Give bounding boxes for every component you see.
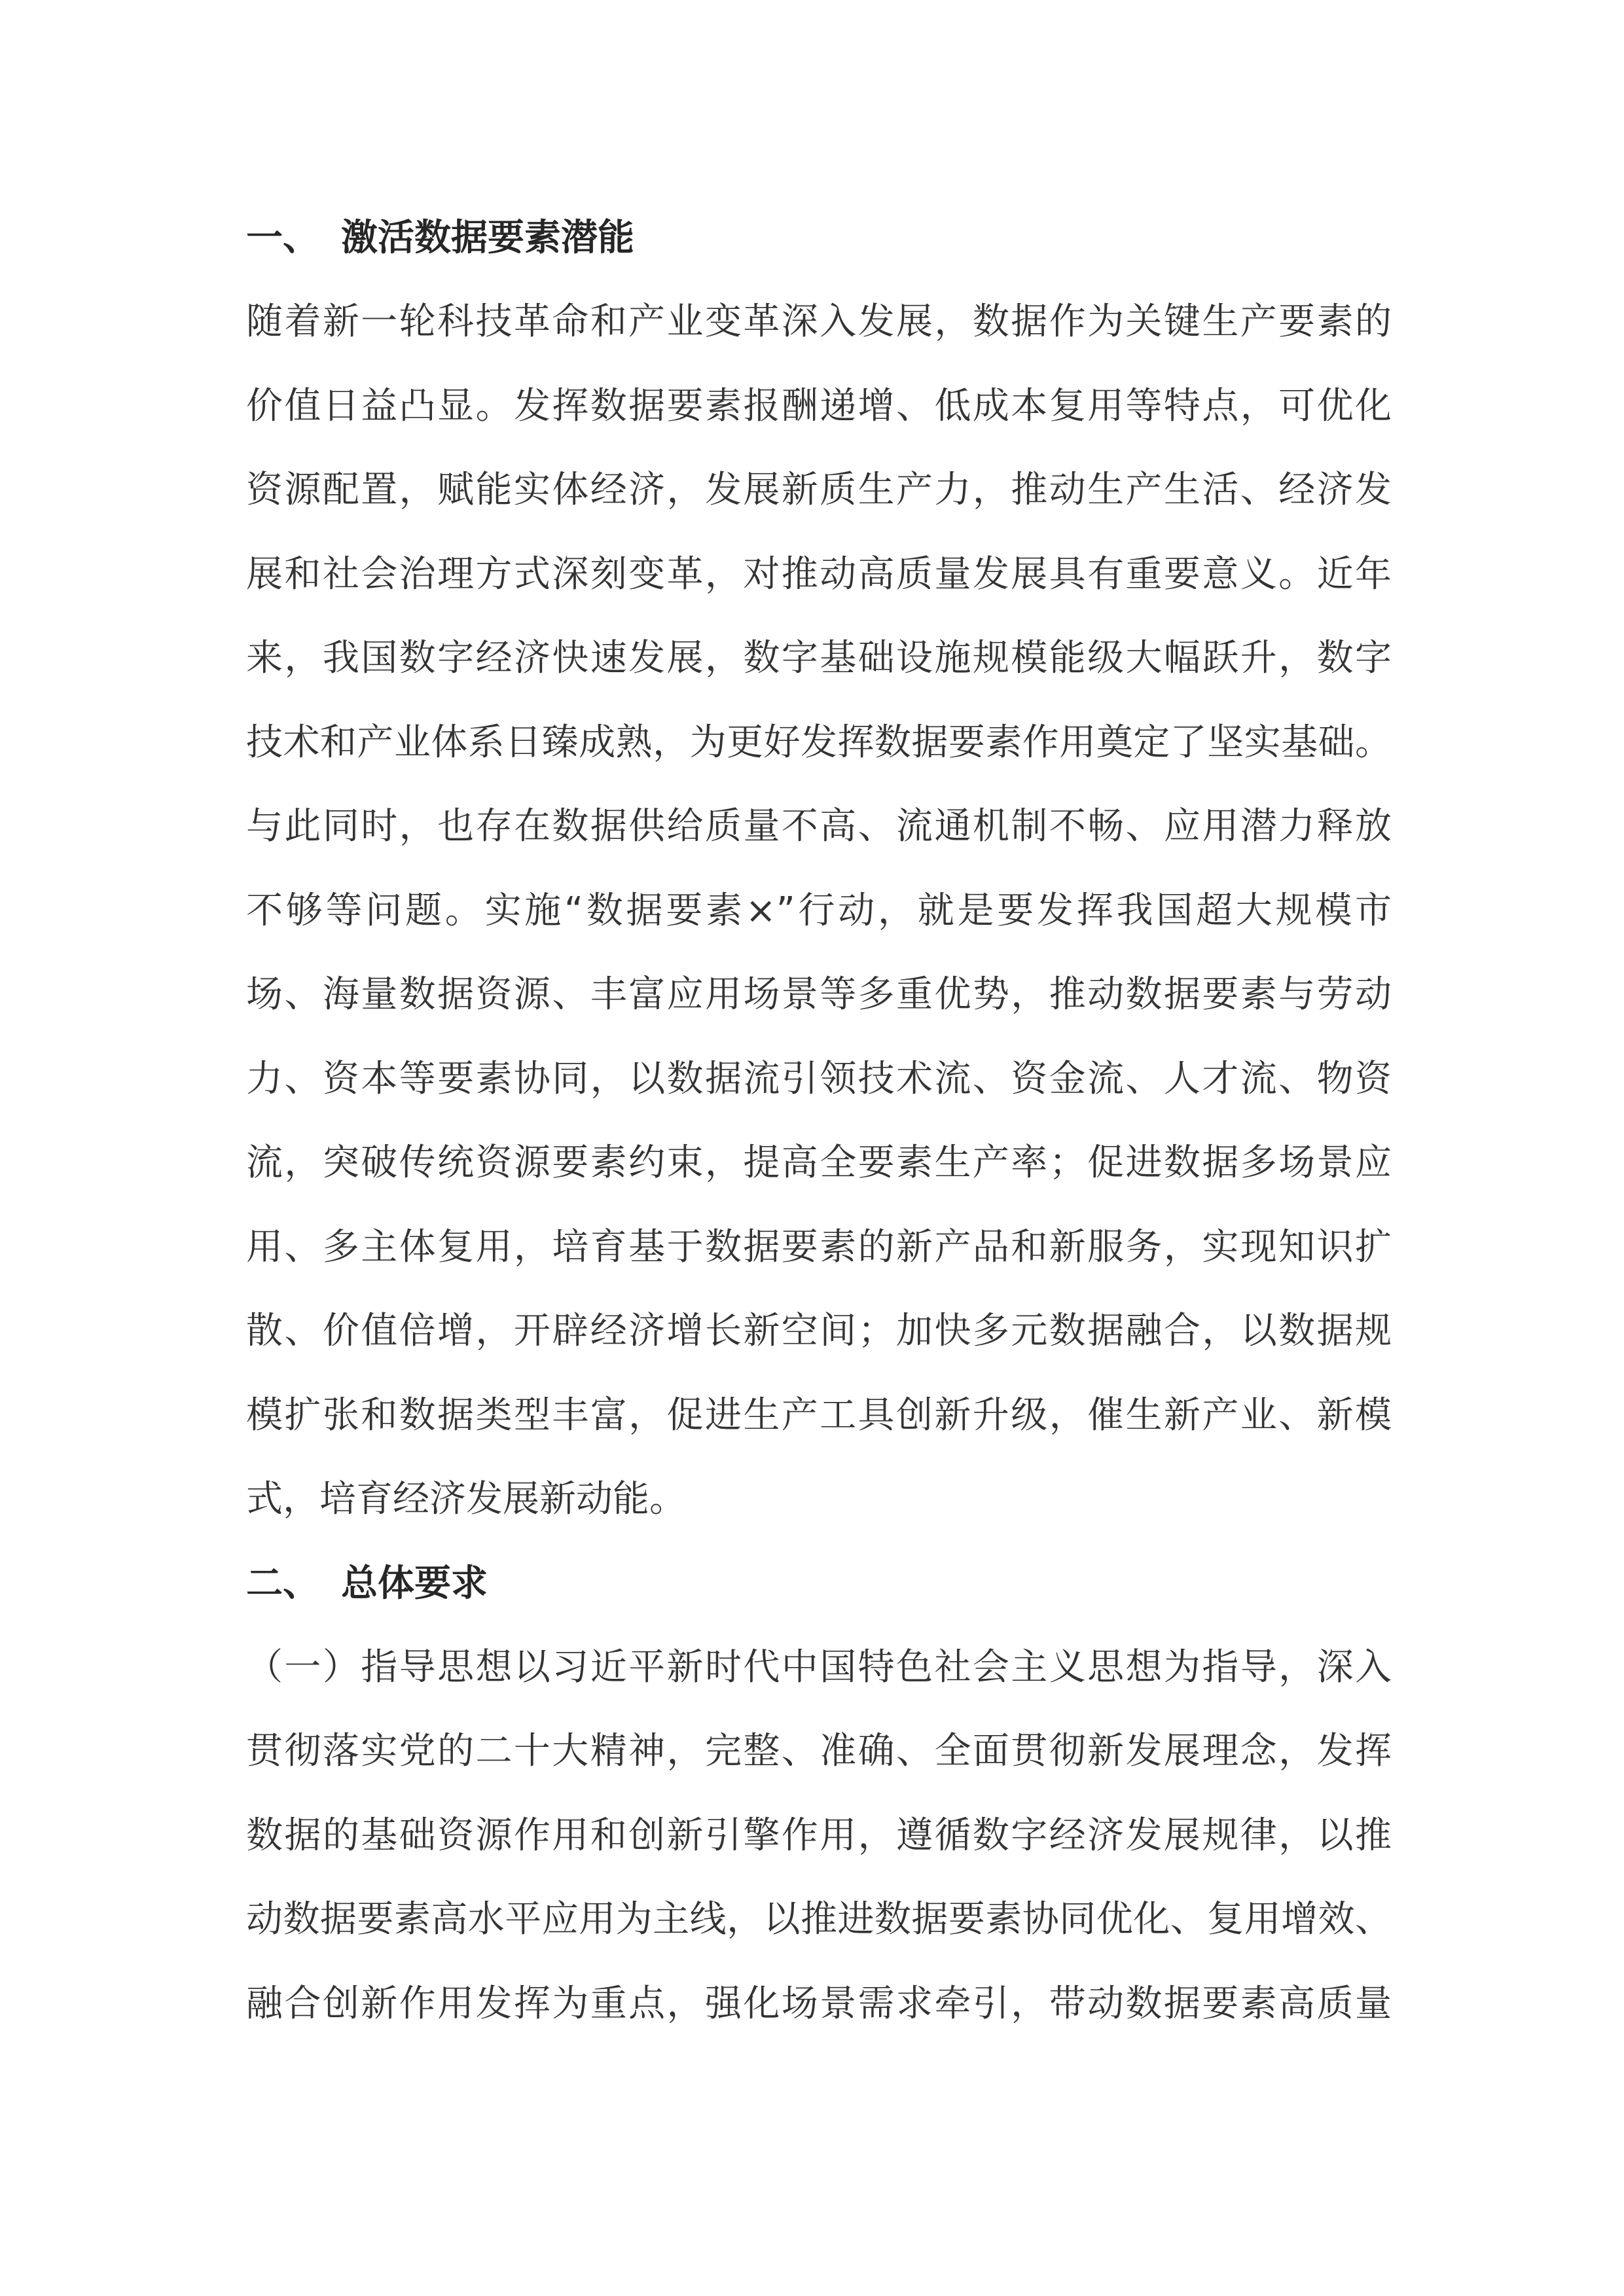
paragraph-line: 融合创新作用发挥为重点，强化场景需求牵引，带动数据要素高质量 — [246, 1982, 1392, 2025]
paragraph-line: 散、价值倍增，开辟经济增长新空间；加快多元数据融合，以数据规 — [246, 1310, 1392, 1352]
paragraph-line: 动数据要素高水平应用为主线，以推进数据要素协同优化、复用增效、 — [246, 1898, 1392, 1941]
paragraph-line: 式，培育经济发展新动能。 — [246, 1478, 686, 1520]
section-title: 总体要求 — [341, 1562, 488, 1605]
paragraph-line: 技术和产业体系日臻成熟，为更好发挥数据要素作用奠定了坚实基础。 — [246, 721, 1392, 764]
paragraph-line: 价值日益凸显。发挥数据要素报酬递增、低成本复用等特点，可优化 — [246, 384, 1392, 427]
paragraph-line: 数据的基础资源作用和创新引擎作用，遵循数字经济发展规律，以推 — [246, 1814, 1392, 1857]
paragraph-line: 模扩张和数据类型丰富，促进生产工具创新升级，催生新产业、新模 — [246, 1393, 1392, 1437]
section-heading-2 — [246, 1542, 1392, 1626]
paragraph-line: 力、资本等要素协同，以数据流引领技术流、资金流、人才流、物资 — [246, 1057, 1392, 1100]
paragraph-line: 随着新一轮科技革命和产业变革深入发展，数据作为关键生产要素的 — [246, 300, 1392, 343]
section-heading-1 — [246, 196, 1392, 280]
section-number: 二、 — [246, 1562, 319, 1605]
document-body — [246, 196, 1392, 2046]
paragraph-line: （一）指导思想以习近平新时代中国特色社会主义思想为指导，深入 — [246, 1645, 1392, 1689]
paragraph-line: 与此同时，也存在数据供给质量不高、流通机制不畅、应用潜力释放 — [246, 805, 1392, 848]
paragraph-line: 用、多主体复用，培育基于数据要素的新产品和新服务，实现知识扩 — [246, 1225, 1392, 1268]
paragraph-line: 场、海量数据资源、丰富应用场景等多重优势，推动数据要素与劳动 — [246, 973, 1392, 1016]
paragraph-line: 展和社会治理方式深刻变革，对推动高质量发展具有重要意义。近年 — [246, 552, 1392, 596]
paragraph-line: 来，我国数字经济快速发展，数字基础设施规模能级大幅跃升，数字 — [246, 637, 1392, 679]
section-number: 一、 — [246, 217, 319, 259]
paragraph-line: 流，突破传统资源要素约束，提高全要素生产率；促进数据多场景应 — [246, 1141, 1392, 1184]
paragraph-line: 贯彻落实党的二十大精神，完整、准确、全面贯彻新发展理念，发挥 — [246, 1730, 1392, 1772]
section-title: 激活数据要素潜能 — [341, 217, 634, 259]
paragraph-line: 资源配置，赋能实体经济，发展新质生产力，推动生产生活、经济发 — [246, 469, 1392, 511]
paragraph-line: 不够等问题。实施“数据要素×”行动，就是要发挥我国超大规模市 — [246, 889, 1392, 932]
